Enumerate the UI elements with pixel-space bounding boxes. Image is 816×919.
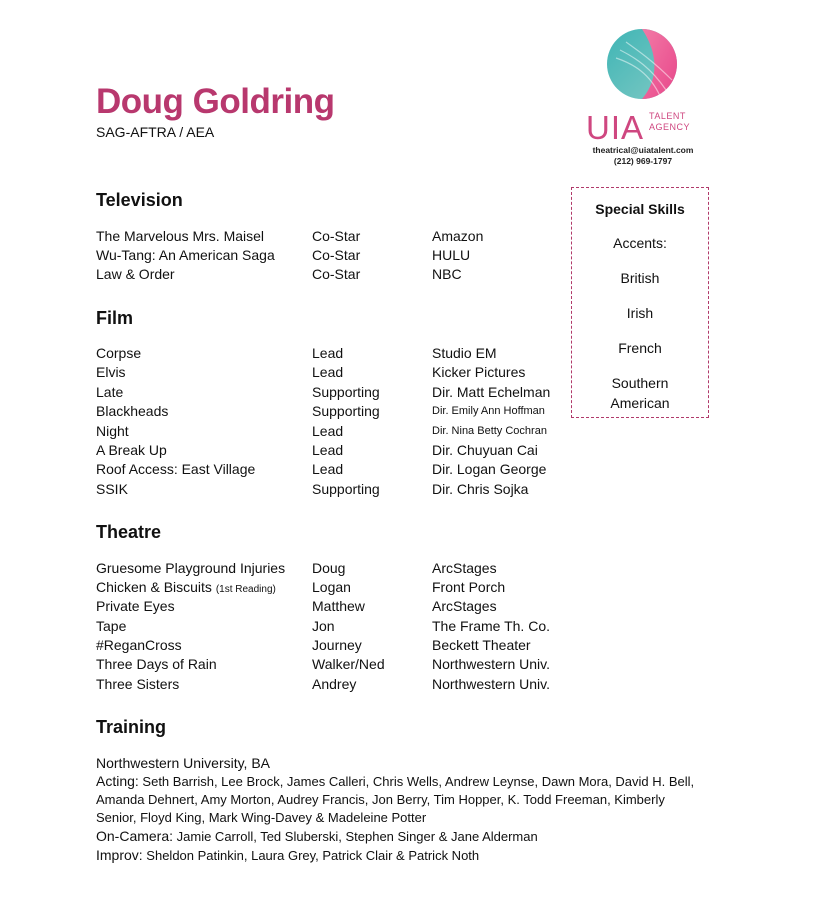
accents-label: Accents:	[613, 235, 667, 251]
union-affiliations: SAG-AFTRA / AEA	[96, 124, 215, 140]
skill-item: French	[618, 340, 662, 356]
agency-phone: (212) 969-1797	[613, 156, 673, 166]
agency-logo-text: UIA	[586, 109, 645, 146]
agency-email: theatrical@uiatalent.com	[592, 145, 694, 155]
training-acting-teachers: Seth Barrish, Lee Brock, James Calleri, Chris Wells, Andrew Leynse, Dawn Mora, David H. Bell,	[138, 774, 695, 789]
reading-note: (1st Reading)	[215, 584, 276, 595]
agency-logo-subtext: TALENT AGENCY	[649, 111, 691, 132]
section-title-television: Television	[96, 190, 183, 210]
training-acting-teachers-cont: Senior, Floyd King, Mark Wing-Davey & Madeleine Potter	[96, 810, 427, 825]
training-camera-teachers: Jamie Carroll, Ted Sluberski, Stephen Singer & Jane Alderman	[173, 829, 538, 844]
agency-logo-block	[580, 28, 706, 168]
skill-item: Southern	[611, 375, 669, 391]
special-skills-title: Special Skills	[595, 201, 685, 217]
skill-item: American	[610, 395, 670, 411]
training-camera-label: On-Camera:	[96, 828, 174, 844]
agency-emblem-icon	[606, 28, 678, 100]
training-improv-teachers: Sheldon Patinkin, Laura Grey, Patrick Clair & Patrick Noth	[142, 848, 480, 863]
skill-item: Irish	[626, 305, 654, 321]
section-title-training: Training	[96, 717, 167, 737]
training-acting-label: Acting:	[96, 773, 139, 789]
actor-name: Doug Goldring	[96, 82, 335, 121]
training-improv-label: Improv:	[96, 847, 143, 863]
section-title-film: Film	[96, 308, 134, 328]
special-skills-box	[571, 187, 709, 418]
training-acting-teachers-cont: Amanda Dehnert, Amy Morton, Audrey Francis, Jon Berry, Tim Hopper, K. Todd Freeman, Kimberly	[96, 792, 665, 807]
training-school: Northwestern University, BA	[96, 755, 271, 771]
skill-item: British	[620, 270, 660, 286]
section-title-theatre: Theatre	[96, 522, 162, 542]
training-details	[96, 754, 736, 865]
